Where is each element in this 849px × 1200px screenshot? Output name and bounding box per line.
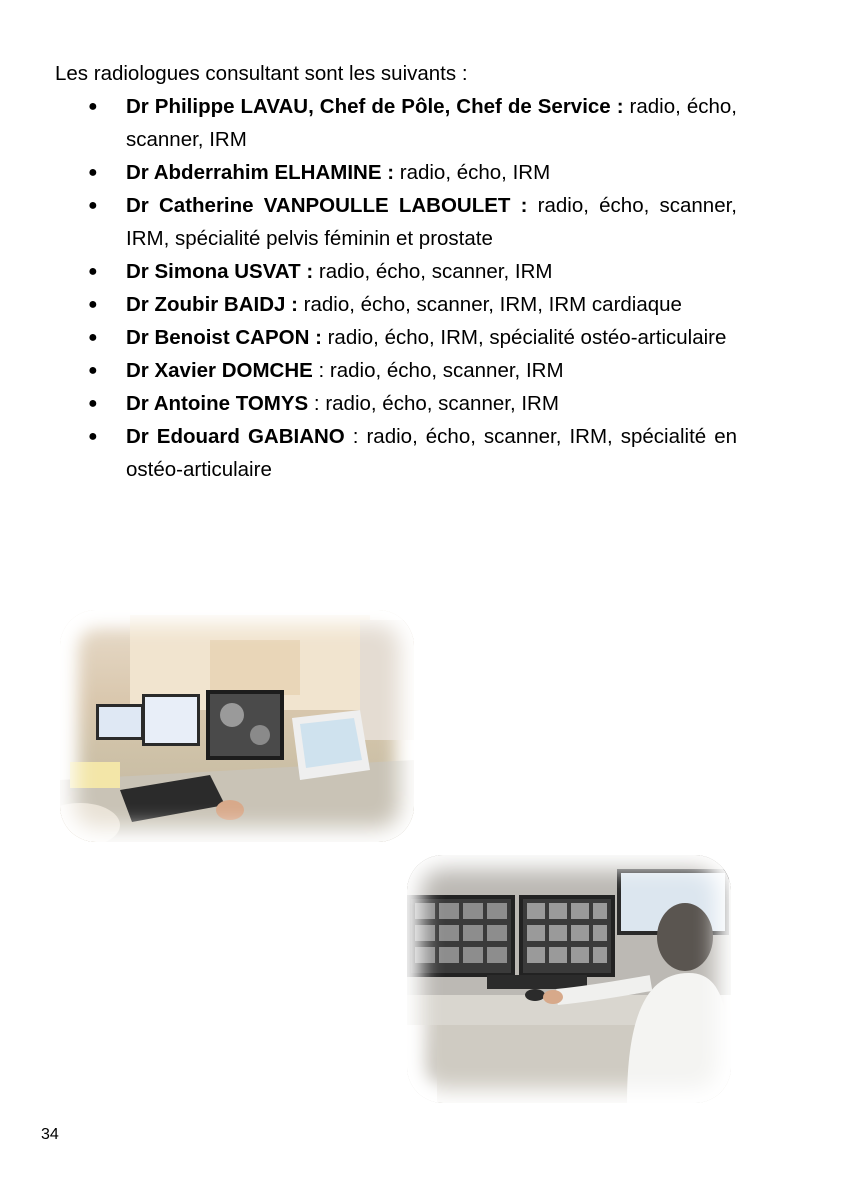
scan-image	[250, 725, 270, 745]
doctor-name: Dr Edouard GABIANO	[126, 425, 345, 448]
list-item	[80, 354, 737, 387]
doctor-name: Dr Abderrahim ELHAMINE :	[126, 161, 395, 184]
doctor-name: Dr Xavier DOMCHE	[126, 359, 313, 382]
control-room-illustration	[60, 610, 414, 842]
person-head	[657, 903, 713, 971]
bullet-icon: ●	[88, 395, 98, 412]
keyboard	[487, 975, 587, 989]
doctor-specialties: radio, écho, scanner, IRM	[126, 95, 737, 151]
bullet-icon: ●	[88, 362, 98, 379]
doctor-specialties: radio, écho, scanner, IRM	[313, 260, 553, 283]
monitor-screen	[300, 718, 362, 768]
doctor-name: Dr Simona USVAT :	[126, 260, 314, 283]
paper-notes	[70, 762, 120, 788]
scanner-room	[210, 640, 300, 695]
doctor-specialties: : radio, écho, scanner, IRM	[312, 359, 564, 382]
doctor-name: Dr Catherine VANPOULLE LABOULET :	[126, 194, 528, 217]
bullet-icon: ●	[88, 263, 98, 280]
list-item	[80, 387, 737, 420]
doctor-specialties: : radio, écho, scanner, IRM, spécialité en ostéo-articulaire	[126, 425, 738, 481]
bullet-icon: ●	[88, 296, 98, 313]
bullet-icon: ●	[88, 197, 98, 214]
list-item	[80, 189, 737, 255]
doctor-name: Dr Philippe LAVAU, Chef de Pôle, Chef de Service :	[126, 95, 624, 118]
intro-text: Les radiologues consultant sont les suivants :	[55, 62, 468, 85]
doctor-name: Dr Antoine TOMYS	[126, 392, 309, 415]
workstation-photo	[407, 855, 731, 1103]
wall-panel	[360, 620, 414, 740]
radiologist-list	[80, 90, 737, 486]
person-hand	[543, 990, 563, 1004]
doctor-specialties: radio, écho, IRM	[394, 161, 551, 184]
page-number: 34	[41, 1126, 59, 1143]
scan-image	[220, 703, 244, 727]
bullet-icon: ●	[88, 428, 98, 445]
workstation-illustration	[407, 855, 731, 1103]
doctor-specialties: radio, écho, scanner, IRM, IRM cardiaque	[297, 293, 682, 316]
control-room-photo	[60, 610, 414, 842]
doctor-name: Dr Zoubir BAIDJ :	[126, 293, 298, 316]
list-item	[80, 156, 737, 189]
list-item	[80, 255, 737, 288]
list-item	[80, 321, 737, 354]
doctor-name: Dr Benoist CAPON :	[126, 326, 322, 349]
monitor-screen	[145, 697, 197, 743]
bullet-icon: ●	[88, 98, 98, 115]
person-hand	[216, 800, 244, 820]
doctor-specialties: radio, écho, IRM, spécialité ostéo-articulaire	[321, 326, 727, 349]
doctor-specialties: radio, écho, scanner, IRM, spécialité pelvis féminin et prostate	[126, 194, 737, 250]
list-item	[80, 420, 737, 486]
doctor-specialties: : radio, écho, scanner, IRM	[308, 392, 559, 415]
bullet-icon: ●	[88, 329, 98, 346]
monitor-screen	[99, 707, 141, 737]
desk-cabinet	[437, 1025, 637, 1103]
scan-images-screen	[210, 694, 280, 756]
mri-slices	[527, 903, 607, 963]
bullet-icon: ●	[88, 164, 98, 181]
mouse	[525, 989, 545, 1001]
list-item	[80, 90, 737, 156]
list-item	[80, 288, 737, 321]
